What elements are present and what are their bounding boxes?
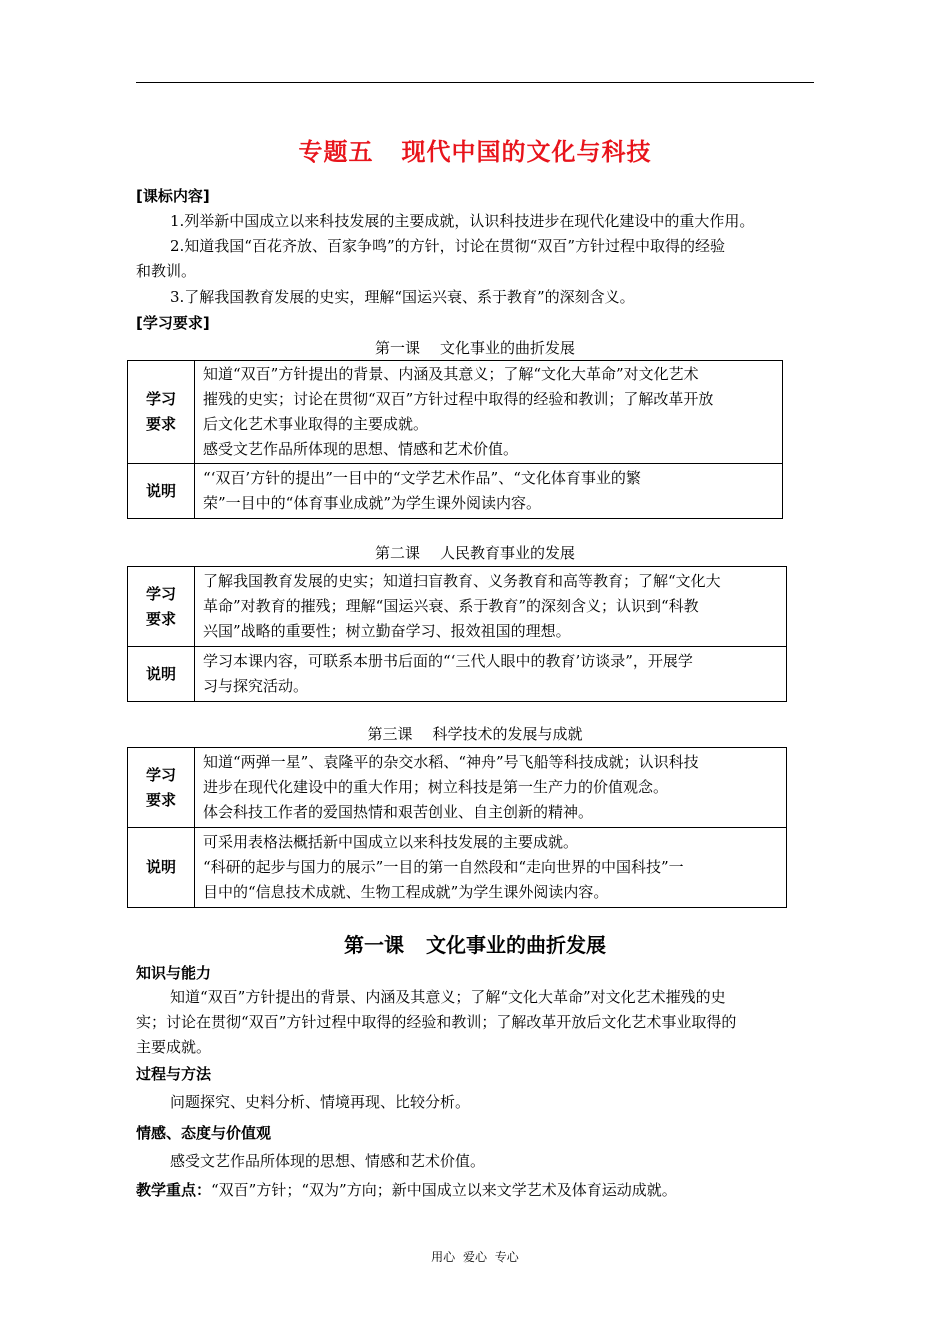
note-text: 可采用表格法概括新中国成立以来科技发展的主要成就。 “科研的起步与国力的展示”一目的第一自然段和“走向世界的中国科技”一 目中的“信息技术成就、生物工程成就”为学生课外阅读内容。 [195, 828, 787, 908]
req-label: 学习 要求 [128, 567, 195, 647]
note-label: 说明 [128, 464, 195, 519]
req-text: 知道“两弹一星”、袁隆平的杂交水稻、“神舟”号飞船等科技成就；认识科技 进步在现代化建设中的重大作用；树立科技是第一生产力的价值观念。 体会科技工作者的爱国热情和艰苦创业、自主创新的精神。 [195, 748, 787, 828]
page-footer: 用心 爱心 专心 [431, 1250, 519, 1264]
lesson1-heading: 第一课 文化事业的曲折发展 [344, 933, 606, 957]
header-rule [136, 82, 814, 83]
knowledge-line-3: 主要成就。 [136, 1038, 212, 1056]
knowledge-line-1: 知道“双百”方针提出的背景、内涵及其意义；了解“文化大革命”对文化艺术摧残的史 [170, 988, 726, 1006]
focus-label: 教学重点： [136, 1181, 212, 1199]
emotion-heading: 情感、态度与价值观 [136, 1124, 272, 1142]
req-label: 学习 要求 [128, 361, 195, 464]
req-text: 了解我国教育发展的史实；知道扫盲教育、义务教育和高等教育；了解“文化大 革命”对教育的摧残；理解“国运兴衰、系于教育”的深刻含义；认识到“科教 兴国”战略的重要性；树立勤奋学习、报效祖国的理想。 [195, 567, 787, 647]
process-text: 问题探究、史料分析、情境再现、比较分析。 [170, 1093, 471, 1111]
lesson1-caption: 第一课 文化事业的曲折发展 [374, 339, 576, 357]
note-text: “‘双百’方针的提出”一目中的“文学艺术作品”、“文化体育事业的繁 荣”一目中的“体育事业成就”为学生课外阅读内容。 [195, 464, 783, 519]
req-label: 学习 要求 [128, 748, 195, 828]
lesson2-caption: 第二课 人民教育事业的发展 [374, 544, 576, 562]
note-text: 学习本课内容，可联系本册书后面的“‘三代人眼中的教育’访谈录”，开展学 习与探究活动。 [195, 647, 787, 702]
process-heading: 过程与方法 [136, 1065, 212, 1083]
standards-item-3: 3.了解我国教育发展的史实，理解“国运兴衰、系于教育”的深刻含义。 [170, 288, 635, 306]
note-label: 说明 [128, 647, 195, 702]
lesson2-table [127, 566, 787, 702]
lesson3-table [127, 747, 787, 908]
emotion-text: 感受文艺作品所体现的思想、情感和艺术价值。 [170, 1152, 486, 1170]
table-row [128, 567, 787, 647]
standards-item-1: 1.列举新中国成立以来科技发展的主要成就，认识科技进步在现代化建设中的重大作用。 [170, 212, 755, 230]
knowledge-heading: 知识与能力 [136, 964, 212, 982]
table-row [128, 361, 783, 464]
table-row [128, 464, 783, 519]
focus-text: “双百”方针；“双为”方向；新中国成立以来文学艺术及体育运动成就。 [211, 1181, 677, 1199]
table-row [128, 647, 787, 702]
learning-heading: [学习要求] [136, 314, 210, 332]
req-text: 知道“双百”方针提出的背景、内涵及其意义；了解“文化大革命”对文化艺术 摧残的史实；讨论在贯彻“双百”方针过程中取得的经验和教训；了解改革开放 后文化艺术事业取得的主要成就。 感受文艺作品所体现的思想、情感和艺术价值。 [195, 361, 783, 464]
knowledge-line-2: 实；讨论在贯彻“双百”方针过程中取得的经验和教训；了解改革开放后文化艺术事业取得的 [136, 1013, 737, 1031]
standards-item-2-cont: 和教训。 [136, 262, 197, 280]
standards-item-2: 2.知道我国“百花齐放、百家争鸣”的方针，讨论在贯彻“双百”方针过程中取得的经验 [170, 237, 725, 255]
table-row [128, 748, 787, 828]
table-row [128, 828, 787, 908]
note-label: 说明 [128, 828, 195, 908]
lesson3-caption: 第三课 科学技术的发展与成就 [367, 725, 583, 743]
focus-line [136, 1178, 677, 1203]
standards-heading: [课标内容] [136, 187, 210, 205]
page-title: 专题五 现代中国的文化与科技 [298, 138, 652, 166]
lesson1-table [127, 360, 783, 519]
